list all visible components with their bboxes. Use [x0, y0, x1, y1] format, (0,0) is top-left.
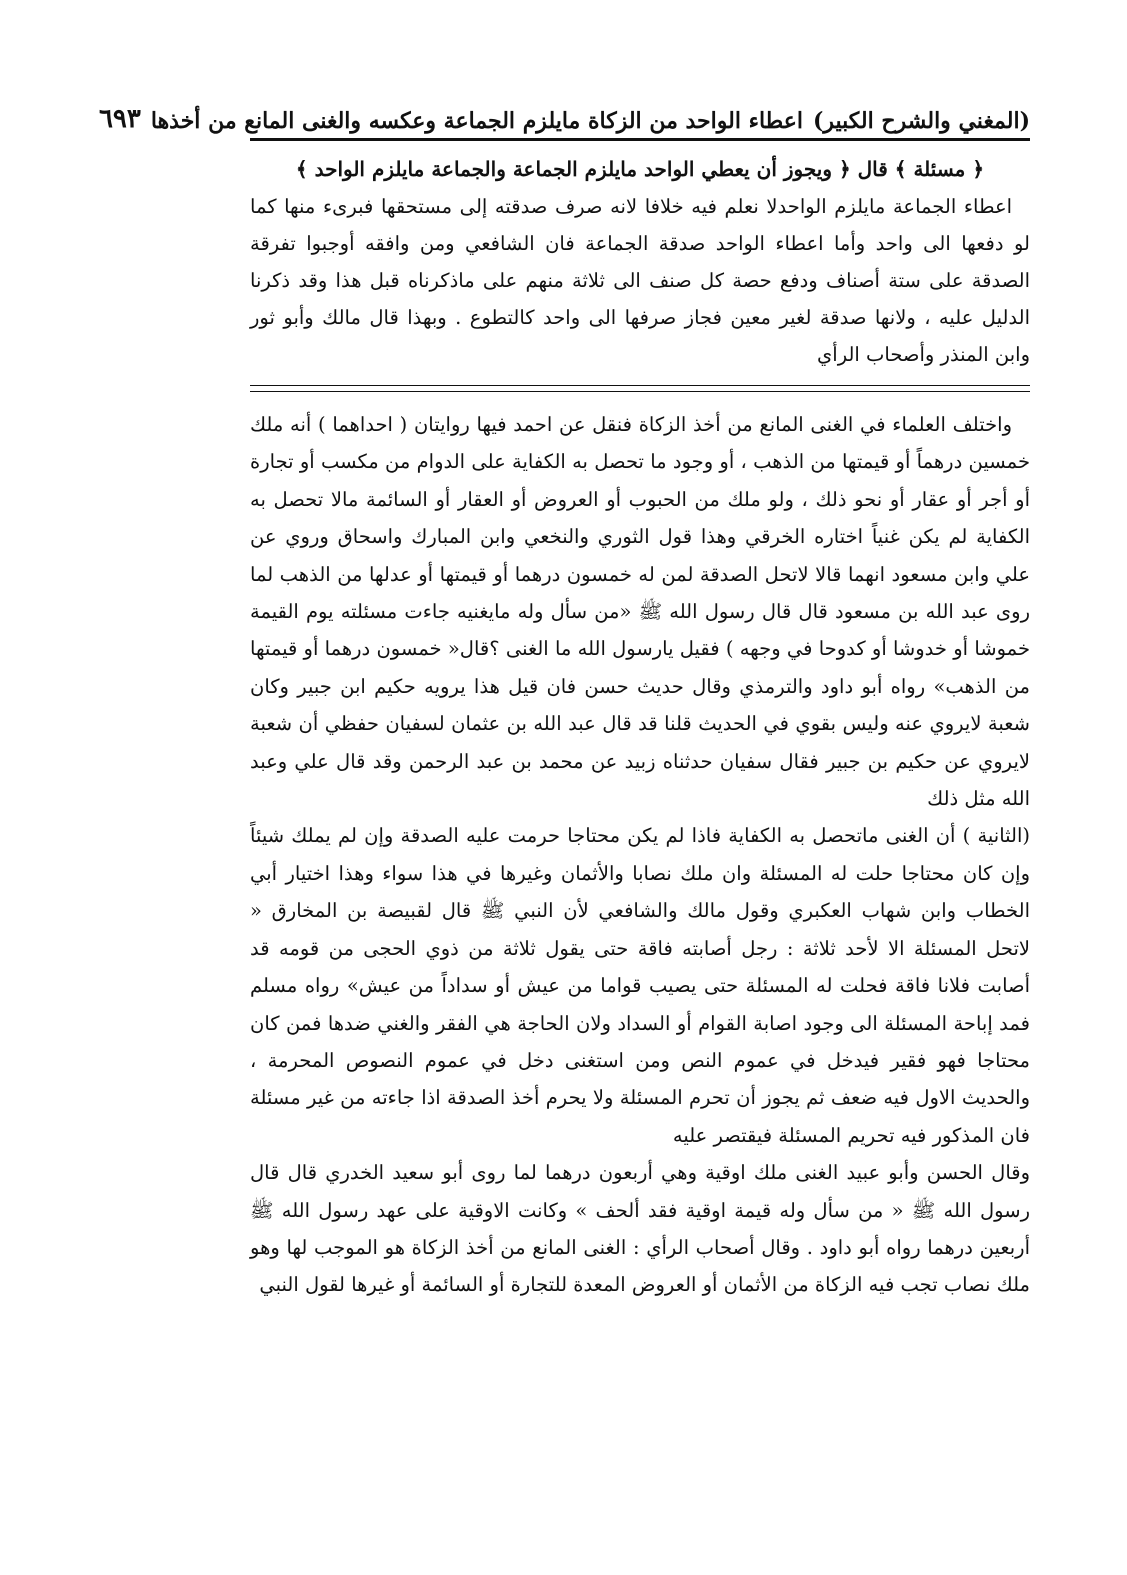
book-page — [98, 95, 1030, 1495]
page-number: ٦٩٣ — [98, 104, 141, 134]
section-divider — [250, 385, 1030, 392]
chapter-title: اعطاء الواحد من الزكاة مايلزم الجماعة وعكسه والغنى المانع من أخذها — [150, 108, 803, 134]
issue-heading — [250, 151, 1030, 188]
issue-label: ﴿ مسئلة ﴾ — [894, 157, 985, 181]
main-paragraph: اعطاء الجماعة مايلزم الواحدلا نعلم فيه خلافا لانه صرف صدقته إلى مستحقها فبرىء منها كما لو دفعها الى واحد وأما اعطاء الواحد صدقة الجماعة فان الشافعي ومن وافقه أوجبوا تفرقة الصدقة على ستة أصناف ودفع حصة كل صنف الى ثلاثة منهم على ماذكرناه قبل هذا وقد ذكرنا الدليل عليه ، ولانها صدقة لغير معين فجاز صرفها الى واحد كالتطوع . وبهذا قال مالك وأبو ثور وابن المنذر وأصحاب الرأي — [250, 195, 1030, 366]
main-text — [250, 151, 1030, 373]
commentary-paragraph-1: واختلف العلماء في الغنى المانع من أخذ الزكاة فنقل عن احمد فيها روايتان ( احداهما ) أنه ملك خمسين درهماً أو قيمتها من الذهب ، أو وجود ما تحصل به الكفاية على الدوام من مكسب أو تجارة أو أجر أو عقار أو نحو ذلك ، ولو ملك من الحبوب أو العروض أو العقار أو السائمة مالا تحصل به الكفاية لم يكن غنياً اختاره الخرقي وهذا قول الثوري والنخعي وابن المبارك واسحاق وروي عن علي وابن مسعود انهما قالا لاتحل الصدقة لمن له خمسون درهما أو قيمتها أو عدلها من الذهب لما روى عبد الله بن مسعود قال قال رسول الله ﷺ «من سأل وله مايغنيه جاءت مسئلته يوم القيمة خموشا أو خدوشا أو كدوحا في وجهه ) فقيل يارسول الله ما الغنى ؟قال« خمسون درهما أو قيمتها من الذهب» رواه أبو داود والترمذي وقال حديث حسن فان قيل هذا يرويه حكيم ابن جبير وكان شعبة لايروي عنه وليس بقوي في الحديث قلنا قد قال عبد الله بن عثمان لسفيان حفظي أن شعبة لايروي عن حكيم بن جبير فقال سفيان حدثناه زبيد عن محمد بن عبد الرحمن وقد قال علي وعبد الله مثل ذلك — [250, 413, 1030, 811]
page-header — [98, 95, 1030, 141]
commentary-paragraph-2: (الثانية ) أن الغنى ماتحصل به الكفاية فاذا لم يكن محتاجا حرمت عليه الصدقة وإن لم يملك شيئاً وإن كان محتاجا حلت له المسئلة وان ملك نصابا والأثمان وغيرها في هذا سواء وهذا اختيار أبي الخطاب وابن شهاب العكبري وقول مالك والشافعي لأن النبي ﷺ قال لقبيصة بن المخارق « لاتحل المسئلة الا لأحد ثلاثة : رجل أصابته فاقة حتى يقول ثلاثة من ذوي الحجى من قومه قد أصابت فلانا فاقة فحلت له المسئلة حتى يصيب قواما من عيش أو سداداً من عيش» رواه مسلم فمد إباحة المسئلة الى وجود اصابة القوام أو السداد ولان الحاجة هي الفقر والغني ضدها فمن كان محتاجا فهو فقير فيدخل في عموم النص ومن استغنى دخل في عموم النصوص المحرمة ، والحديث الاول فيه ضعف ثم يجوز أن تحرم المسئلة ولا يحرم أخذ الصدقة اذا جاءته من غير مسئلة فان المذكور فيه تحريم المسئلة فيقتصر عليه — [250, 824, 1030, 1147]
commentary-paragraph-3: وقال الحسن وأبو عبيد الغنى ملك اوقية وهي أربعون درهما لما روى أبو سعيد الخدري قال قال رسول الله ﷺ « من سأل وله قيمة اوقية فقد ألحف » وكانت الاوقية على عهد رسول الله ﷺ أربعين درهما رواه أبو داود . وقال أصحاب الرأي : الغنى المانع من أخذ الزكاة هو الموجب لها وهو ملك نصاب تجب فيه الزكاة من الأثمان أو العروض المعدة للتجارة أو السائمة أو غيرها لقول النبي — [250, 1161, 1030, 1297]
commentary-text — [250, 406, 1030, 1304]
issue-text: قال ﴿ ويجوز أن يعطي الواحد مايلزم الجماعة والجماعة مايلزم الواحد ﴾ — [295, 157, 888, 181]
book-title: (المغني والشرح الكبير) — [812, 108, 1030, 134]
